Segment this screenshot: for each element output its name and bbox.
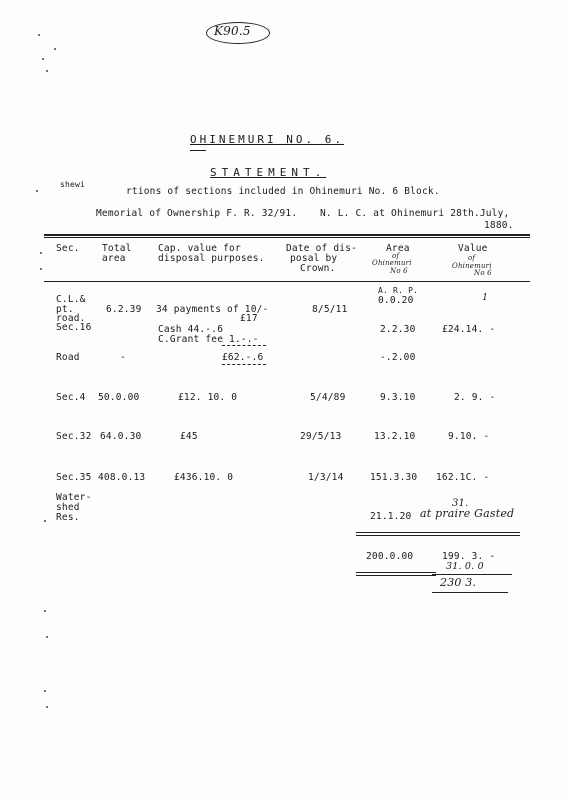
shewing-prefix: shewi xyxy=(60,180,86,189)
header-area-1: Area xyxy=(386,243,410,254)
doc-subtitle: STATEMENT. xyxy=(210,166,327,179)
header-date-3: Crown. xyxy=(300,263,336,274)
row-watershed-sec-1: Water- xyxy=(56,492,92,503)
nlc-line: N. L. C. at Ohinemuri 28th.July, xyxy=(320,208,510,219)
header-value-2: of xyxy=(468,254,476,262)
row-road-area: -.2.00 xyxy=(380,352,416,363)
header-value-3: Ohinemuri xyxy=(452,262,492,270)
row-sec16-area: 2.2.30 xyxy=(380,324,416,335)
row-sec32-sec: Sec.32 xyxy=(56,431,92,442)
row-watershed-sec-3: Res. xyxy=(56,512,80,523)
row-sec16-value: £24.14. - xyxy=(442,324,496,335)
header-area-4: No 6 xyxy=(390,267,408,275)
row-cl-sec-2: pt. xyxy=(56,304,74,315)
row-sec32-total: 64.0.30 xyxy=(100,431,142,442)
row-watershed-area: 21.1.20 xyxy=(370,511,412,522)
row-sec4-date: 5/4/89 xyxy=(310,392,346,403)
total-area: 200.0.00 xyxy=(366,551,414,562)
row-cl-date: 8/5/11 xyxy=(312,304,348,315)
row-cl-total: 6.2.39 xyxy=(106,304,142,315)
row-sec32-cap: £45 xyxy=(180,431,198,442)
row-cl-cap2: £17 xyxy=(240,313,258,324)
row-watershed-sec-2: shed xyxy=(56,502,80,513)
units-label: A. R. P. xyxy=(378,286,419,295)
row-sec4-cap: £12. 10. 0 xyxy=(178,392,238,403)
row-road-total: - xyxy=(120,352,126,363)
row-road-cap: £62.-.6 xyxy=(222,352,264,363)
row-cl-sec-1: C.L.& xyxy=(56,294,86,305)
row-cl-area: 0.0.20 xyxy=(378,295,414,306)
grand-total: 230 3. xyxy=(440,576,477,589)
row-sec32-value: 9.10. - xyxy=(448,431,490,442)
doc-title: OHINEMURI NO. 6. xyxy=(190,133,344,146)
ref-mark: K90.5 xyxy=(214,24,251,38)
row-sec32-area: 13.2.10 xyxy=(374,431,416,442)
row-watershed-note: at praire Gasted xyxy=(420,507,515,520)
total-value: 199. 3. - xyxy=(442,551,496,562)
row-sec35-sec: Sec.35 xyxy=(56,472,92,483)
row-sec32-date: 29/5/13 xyxy=(300,431,342,442)
row-sec35-value: 162.1C. - xyxy=(436,472,490,483)
row-sec16-cap2: C.Grant fee 1.-.- xyxy=(158,334,259,345)
header-date-1: Date of dis- xyxy=(286,243,358,254)
year-line: 1880. xyxy=(484,220,514,231)
header-date-2: posal by xyxy=(290,253,338,264)
row-sec35-date: 1/3/14 xyxy=(308,472,344,483)
header-sec: Sec. xyxy=(56,243,80,254)
row-sec4-value: 2. 9. - xyxy=(454,392,496,403)
row-road-sec: Road xyxy=(56,352,80,363)
row-sec4-sec: Sec.4 xyxy=(56,392,86,403)
row-cl-sec-3: road. xyxy=(56,313,86,324)
header-cap-1: Cap. value for xyxy=(158,243,241,254)
row-sec35-total: 408.0.13 xyxy=(98,472,146,483)
row-sec4-area: 9.3.10 xyxy=(380,392,416,403)
row-sec35-cap: £436.10. 0 xyxy=(174,472,234,483)
row-cl-cap: 34 payments of 10/- xyxy=(156,304,269,315)
row-watershed-note-top: 31. xyxy=(452,498,469,509)
header-total-1: Total xyxy=(102,243,132,254)
row-cl-value: 1 xyxy=(482,292,489,303)
header-value-4: No 6 xyxy=(474,269,492,277)
header-value-1: Value xyxy=(458,243,488,254)
row-sec4-total: 50.0.00 xyxy=(98,392,140,403)
header-area-3: Ohinemuri xyxy=(372,259,412,267)
memorial-line: Memorial of Ownership F. R. 32/91. xyxy=(96,208,298,219)
header-cap-2: disposal purposes. xyxy=(158,253,265,264)
total-add: 31. 0. 0 xyxy=(446,561,484,572)
row-sec16-sec: Sec.16 xyxy=(56,322,92,333)
intro-line: rtions of sections included in Ohinemuri No. 6 Block. xyxy=(126,186,440,197)
row-sec16-cap: Cash 44.-.6 xyxy=(158,324,224,335)
row-sec35-area: 151.3.30 xyxy=(370,472,418,483)
header-total-2: area xyxy=(102,253,126,264)
header-area-2: of xyxy=(392,252,400,260)
